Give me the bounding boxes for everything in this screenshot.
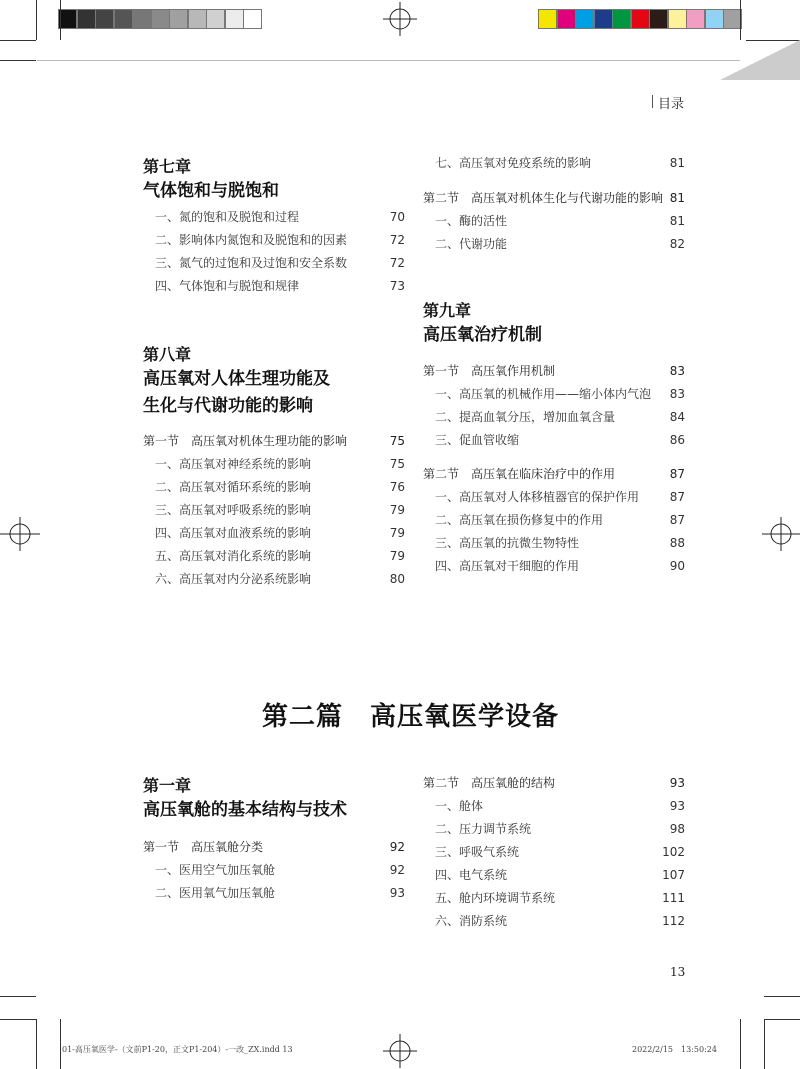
toc-page-number: 112 bbox=[662, 914, 685, 928]
toc-page-number: 72 bbox=[389, 256, 405, 270]
page-number: 13 bbox=[670, 965, 686, 979]
chapter-title: 生化与代谢功能的影响 bbox=[143, 396, 313, 416]
toc-page-number: 90 bbox=[669, 559, 685, 573]
toc-item[interactable] bbox=[143, 545, 405, 568]
header-rule bbox=[37, 60, 740, 61]
toc-list-ch7 bbox=[143, 206, 405, 298]
toc-page-number: 87 bbox=[669, 467, 685, 481]
toc-section-label: 第一节 高压氧舱分类 bbox=[143, 840, 264, 854]
toc-item[interactable] bbox=[143, 252, 405, 275]
chapter-number: 第九章 bbox=[423, 301, 472, 320]
toc-item-label: 三、高压氧的抗微生物特性 bbox=[435, 536, 580, 550]
color-swatch bbox=[225, 9, 244, 29]
toc-page-number: 93 bbox=[669, 799, 685, 813]
toc-page-number: 81 bbox=[669, 156, 685, 170]
toc-item-label: 一、高压氧对人体移植器官的保护作用 bbox=[435, 490, 640, 504]
toc-item[interactable] bbox=[423, 486, 685, 509]
toc-item-label: 一、医用空气加压氧舱 bbox=[155, 863, 276, 877]
toc-item[interactable] bbox=[423, 864, 685, 887]
toc-item[interactable] bbox=[423, 887, 685, 910]
toc-item-label: 四、气体饱和与脱饱和规律 bbox=[155, 279, 300, 293]
toc-item-label: 二、影响体内氮饱和及脱饱和的因素 bbox=[155, 233, 348, 247]
toc-item[interactable] bbox=[423, 818, 685, 841]
registration-mark-icon bbox=[0, 517, 40, 551]
toc-page-number: 87 bbox=[669, 490, 685, 504]
toc-item[interactable] bbox=[423, 555, 685, 578]
color-swatch bbox=[188, 9, 207, 29]
toc-page-number: 93 bbox=[669, 776, 685, 790]
toc-item-label: 三、促血管收缩 bbox=[435, 433, 520, 447]
toc-item[interactable] bbox=[423, 509, 685, 532]
toc-list-p2ch1 bbox=[143, 836, 405, 905]
toc-page-number: 87 bbox=[669, 513, 685, 527]
color-swatch bbox=[243, 9, 262, 29]
toc-item[interactable] bbox=[423, 210, 685, 233]
toc-item[interactable] bbox=[423, 383, 685, 406]
color-swatch bbox=[631, 9, 650, 29]
toc-section-label: 第二节 高压氧在临床治疗中的作用 bbox=[423, 467, 616, 481]
crop-mark bbox=[0, 40, 36, 41]
toc-page-number: 81 bbox=[669, 191, 685, 205]
toc-list-p2ch1-right bbox=[423, 772, 685, 933]
toc-page-number: 86 bbox=[669, 433, 685, 447]
toc-list-ch9 bbox=[423, 360, 685, 578]
toc-item-label: 六、高压氧对内分泌系统影响 bbox=[155, 572, 312, 586]
registration-mark-icon bbox=[383, 1034, 417, 1068]
toc-item[interactable] bbox=[423, 233, 685, 256]
color-swatch bbox=[114, 9, 133, 29]
toc-page-number: 92 bbox=[389, 863, 405, 877]
crop-mark bbox=[60, 1019, 61, 1069]
color-swatch bbox=[95, 9, 114, 29]
chapter-title: 高压氧对人体生理功能及 bbox=[143, 369, 330, 389]
color-swatch bbox=[668, 9, 687, 29]
crop-mark bbox=[746, 40, 800, 41]
toc-page-number: 72 bbox=[389, 233, 405, 247]
registration-mark-icon bbox=[762, 517, 800, 551]
toc-section[interactable] bbox=[423, 772, 685, 795]
running-header: 目录 bbox=[658, 97, 685, 112]
toc-page-number: 79 bbox=[389, 526, 405, 540]
toc-page-number: 76 bbox=[389, 480, 405, 494]
toc-section[interactable] bbox=[423, 463, 685, 486]
toc-item[interactable] bbox=[423, 841, 685, 864]
toc-item[interactable] bbox=[143, 206, 405, 229]
toc-item[interactable] bbox=[423, 532, 685, 555]
toc-section-label: 第一节 高压氧对机体生理功能的影响 bbox=[143, 434, 348, 448]
toc-item-label: 四、电气系统 bbox=[435, 868, 508, 882]
toc-item[interactable] bbox=[143, 522, 405, 545]
toc-item-label: 三、呼吸气系统 bbox=[435, 845, 520, 859]
toc-item[interactable] bbox=[143, 859, 405, 882]
toc-section-label: 第二节 高压氧对机体生化与代谢功能的影响 bbox=[423, 191, 664, 205]
footer-timestamp: 2022/2/15 13:50:24 bbox=[632, 1045, 717, 1054]
toc-item-label: 五、高压氧对消化系统的影响 bbox=[155, 549, 312, 563]
toc-section-label: 第一节 高压氧作用机制 bbox=[423, 364, 556, 378]
toc-page-number: 79 bbox=[389, 503, 405, 517]
chapter-number: 第八章 bbox=[143, 345, 192, 364]
toc-item-label: 五、舱内环境调节系统 bbox=[435, 891, 556, 905]
toc-item-label: 七、高压氧对免疫系统的影响 bbox=[435, 156, 592, 170]
color-swatch bbox=[705, 9, 724, 29]
color-swatch bbox=[151, 9, 170, 29]
toc-item[interactable] bbox=[423, 795, 685, 818]
toc-item-label: 六、消防系统 bbox=[435, 914, 508, 928]
toc-item-label: 一、氮的饱和及脱饱和过程 bbox=[155, 210, 300, 224]
crop-mark bbox=[0, 996, 36, 997]
toc-item[interactable] bbox=[423, 429, 685, 452]
toc-item-label: 三、高压氧对呼吸系统的影响 bbox=[155, 503, 312, 517]
toc-page-number: 70 bbox=[389, 210, 405, 224]
toc-page-number: 102 bbox=[662, 845, 685, 859]
crop-mark bbox=[740, 0, 741, 40]
color-swatch bbox=[206, 9, 225, 29]
toc-item-label: 一、高压氧的机械作用——缩小体内气泡 bbox=[435, 387, 652, 401]
toc-section[interactable] bbox=[423, 360, 685, 383]
toc-item[interactable] bbox=[143, 229, 405, 252]
color-swatch bbox=[538, 9, 557, 29]
toc-page-number: 84 bbox=[669, 410, 685, 424]
toc-item-label: 四、高压氧对血液系统的影响 bbox=[155, 526, 312, 540]
toc-section[interactable] bbox=[143, 836, 405, 859]
toc-page-number: 75 bbox=[389, 434, 405, 448]
toc-item[interactable] bbox=[423, 910, 685, 933]
toc-page-number: 107 bbox=[662, 868, 685, 882]
toc-section[interactable] bbox=[423, 187, 685, 210]
color-swatch bbox=[132, 9, 151, 29]
footer-filename: 01-高压氧医学-（文前P1-20，正文P1-204）-一改_ZX.indd 13 bbox=[62, 1045, 293, 1054]
crop-mark bbox=[764, 1019, 765, 1069]
toc-item-label: 一、舱体 bbox=[435, 799, 484, 813]
toc-page-number: 83 bbox=[669, 387, 685, 401]
toc-section-label: 第二节 高压氧舱的结构 bbox=[423, 776, 556, 790]
part-title: 第二篇 高压氧医学设备 bbox=[262, 702, 560, 732]
crop-mark bbox=[36, 0, 37, 40]
toc-page-number: 98 bbox=[669, 822, 685, 836]
toc-page-number: 80 bbox=[389, 572, 405, 586]
toc-page-number: 82 bbox=[669, 237, 685, 251]
toc-page-number: 111 bbox=[662, 891, 685, 905]
color-swatch bbox=[575, 9, 594, 29]
toc-page-number: 73 bbox=[389, 279, 405, 293]
color-swatch bbox=[649, 9, 668, 29]
toc-item-label: 四、高压氧对干细胞的作用 bbox=[435, 559, 580, 573]
crop-mark bbox=[740, 1019, 741, 1069]
color-swatch bbox=[169, 9, 188, 29]
toc-section[interactable] bbox=[143, 430, 405, 453]
chapter-title: 高压氧舱的基本结构与技术 bbox=[143, 800, 347, 820]
toc-item-label: 一、高压氧对神经系统的影响 bbox=[155, 457, 312, 471]
toc-item[interactable] bbox=[143, 453, 405, 476]
toc-page-number: 93 bbox=[389, 886, 405, 900]
color-swatch bbox=[686, 9, 705, 29]
toc-item[interactable] bbox=[143, 476, 405, 499]
toc-item-label: 二、提高血氧分压，增加血氧含量 bbox=[435, 410, 616, 424]
toc-item-label: 一、酶的活性 bbox=[435, 214, 508, 228]
chapter-number: 第一章 bbox=[143, 776, 192, 795]
chapter-title: 气体饱和与脱饱和 bbox=[143, 181, 279, 201]
toc-item-label: 三、氮气的过饱和及过饱和安全系数 bbox=[155, 256, 348, 270]
toc-item-label: 二、高压氧对循环系统的影响 bbox=[155, 480, 312, 494]
toc-page-number: 88 bbox=[669, 536, 685, 550]
toc-page-number: 83 bbox=[669, 364, 685, 378]
color-swatch bbox=[612, 9, 631, 29]
toc-page-number: 81 bbox=[669, 214, 685, 228]
toc-item-label: 二、高压氧在损伤修复中的作用 bbox=[435, 513, 604, 527]
toc-item[interactable] bbox=[143, 499, 405, 522]
toc-page-number: 75 bbox=[389, 457, 405, 471]
toc-item-label: 二、代谢功能 bbox=[435, 237, 508, 251]
chapter-number: 第七章 bbox=[143, 157, 192, 176]
crop-mark bbox=[0, 1019, 36, 1020]
color-swatch bbox=[557, 9, 576, 29]
toc-item[interactable] bbox=[143, 882, 405, 905]
toc-item-label: 二、医用氧气加压氧舱 bbox=[155, 886, 276, 900]
toc-item[interactable] bbox=[423, 406, 685, 429]
toc-item[interactable] bbox=[423, 152, 685, 175]
chapter-title: 高压氧治疗机制 bbox=[423, 325, 542, 345]
header-divider bbox=[652, 95, 653, 108]
toc-list-ch8-cont bbox=[423, 152, 685, 256]
toc-page-number: 92 bbox=[389, 840, 405, 854]
color-swatch bbox=[594, 9, 613, 29]
toc-item[interactable] bbox=[143, 568, 405, 591]
crop-mark bbox=[764, 1019, 800, 1020]
crop-mark bbox=[60, 0, 61, 40]
registration-mark-icon bbox=[383, 2, 417, 36]
toc-item[interactable] bbox=[143, 275, 405, 298]
crop-mark bbox=[764, 996, 800, 997]
crop-mark bbox=[0, 60, 36, 61]
crop-mark bbox=[36, 1019, 37, 1069]
toc-page-number: 79 bbox=[389, 549, 405, 563]
color-swatch bbox=[77, 9, 96, 29]
toc-item-label: 二、压力调节系统 bbox=[435, 822, 532, 836]
toc-list-ch8 bbox=[143, 430, 405, 591]
